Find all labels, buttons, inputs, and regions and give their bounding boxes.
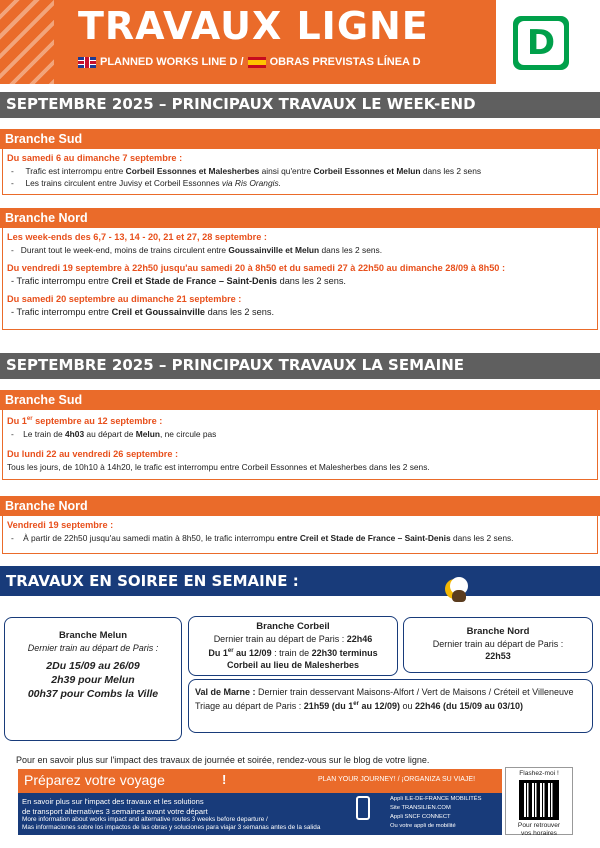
melun-subtitle: Dernier train au départ de Paris : <box>27 643 159 653</box>
weekend-nord-date-3: Du samedi 20 septembre au dimanche 21 septembre : <box>7 294 242 304</box>
evening-section-title: TRAVAUX EN SOIREE EN SEMAINE : <box>0 566 600 596</box>
subtitle-en: PLANNED WORKS LINE D / <box>100 56 244 68</box>
corbeil-subtitle: Dernier train au départ de Paris : 22h46 <box>213 634 373 644</box>
week-sud-line-2: Tous les jours, de 10h10 à 14h20, le trafic est interrompu entre Corbeil Essonnes et Malesherbes dans les 2 sens. <box>7 462 430 473</box>
evening-corbeil-box <box>188 616 398 676</box>
footer-apps-list <box>390 795 481 831</box>
header <box>0 0 600 88</box>
corbeil-title: Branche Corbeil <box>256 621 330 632</box>
corbeil-line-3: Corbeil au lieu de Malesherbes <box>226 660 360 670</box>
footer-es: Mas informaciones sobre los impactos de las obras y soluciones para viajar 3 semanas antes de la salida <box>22 824 321 831</box>
melun-value-1: 2Du 15/09 au 26/09 <box>46 660 140 672</box>
week-sud-line-1: - Le train de 4h03 au départ de Melun, ne circule pas <box>11 429 217 440</box>
qr-caption-2: vos horaires <box>521 830 557 837</box>
app-other: Ou votre appli de mobilité <box>390 823 456 829</box>
footer-en: More information about works impact and alternative routes 3 weeks before departure / <box>22 816 268 823</box>
exclamation-mark: ! <box>222 772 227 787</box>
line-d-letter: D <box>526 23 556 63</box>
weekend-nord-box <box>2 228 598 330</box>
week-sud-date-1: Du 1er septembre au 12 septembre : <box>7 416 163 427</box>
evening-valdemarne-box: Val de Marne : Dernier train desservant Maisons-Alfort / Vert de Maisons / Créteil et Villeneuve Triage au départ de Paris : 21h59 (du 1er au 12/09) ou 22h46 (du 15/09 au 03/10) <box>188 679 593 733</box>
nord-title: Branche Nord <box>466 626 530 637</box>
week-sud-box <box>2 410 598 480</box>
weekend-sud-box <box>2 149 598 195</box>
weekend-section-title: SEPTEMBRE 2025 – PRINCIPAUX TRAVAUX LE WEEK-END <box>0 92 600 118</box>
footer-banner <box>18 769 502 793</box>
melun-value-3: 00h37 pour Combs la Ville <box>27 688 159 700</box>
weekend-sud-line-2: - Les trains circulent entre Juvisy et Corbeil Essonnes via Ris Orangis. <box>11 178 281 188</box>
melun-title: Branche Melun <box>58 630 128 641</box>
evening-nord-box <box>403 617 593 673</box>
weekend-nord-date-1: Les week-ends des 6,7 - 13, 14 - 20, 21 et 27, 28 septembre : <box>7 232 267 242</box>
prepare-trip-title: Préparez votre voyage <box>24 772 165 788</box>
weekend-nord-line-1: - Durant tout le week-end, moins de trains circulent entre Goussainville et Melun dans les 2 sens. <box>11 245 383 255</box>
footer-fr-1: En savoir plus sur l'impact des travaux et les solutions <box>22 797 204 806</box>
week-nord-line-1: - À partir de 22h50 jusqu'au samedi matin à 8h50, le trafic interrompu entre Creil et Stade de France – Saint-Denis dans les 2 sens. <box>11 533 514 543</box>
qr-caption-top: Flashez-moi ! <box>519 770 559 777</box>
header-subtitle <box>78 56 421 68</box>
weekend-nord-heading: Branche Nord <box>0 208 600 228</box>
qr-panel[interactable] <box>505 767 573 835</box>
site-transilien[interactable]: Site TRANSILIEN.COM <box>390 805 451 811</box>
qr-code-icon[interactable] <box>519 780 559 820</box>
weekend-nord-line-2: - Trafic interrompu entre Creil et Stade de France – Saint-Denis dans les 2 sens. <box>11 276 346 286</box>
weekend-sud-line-1: - Trafic est interrompu entre Corbeil Essonnes et Malesherbes ainsi qu'entre Corbeil Essonnes et Melun dans les 2 sens <box>11 166 482 176</box>
evening-melun-box <box>4 617 182 741</box>
corbeil-line-2: Du 1er au 12/09 : train de 22h30 terminus <box>208 648 378 658</box>
footer-fr-2: de transport alternatives 3 semaines avant votre départ <box>22 806 208 816</box>
week-nord-heading: Branche Nord <box>0 496 600 516</box>
page-title: TRAVAUX LIGNE <box>78 4 429 48</box>
smartphone-icon <box>356 796 370 820</box>
uk-flag-icon <box>78 57 96 68</box>
weekend-nord-date-2: Du vendredi 19 septembre à 22h50 jusqu'au samedi 20 à 8h50 et du samedi 27 à 22h50 au dimanche 28/09 à 8h50 : <box>7 263 506 273</box>
nord-time: 22h53 <box>485 651 511 661</box>
plan-journey-text: PLAN YOUR JOURNEY! / ¡ORGANIZA SU VIAJE! <box>318 776 476 783</box>
footer-info: Pour en savoir plus sur l'impact des travaux de journée et soirée, rendez-vous sur le blog de votre ligne. <box>16 755 430 765</box>
melun-value-2: 2h39 pour Melun <box>51 674 135 686</box>
app-sncf-connect[interactable]: Appli SNCF CONNECT <box>390 814 451 820</box>
subtitle-es: OBRAS PREVISTAS LÍNEA D <box>269 56 421 68</box>
nord-subtitle: Dernier train au départ de Paris : <box>432 639 564 649</box>
line-d-badge <box>513 16 569 70</box>
week-sud-date-2: Du lundi 22 au vendredi 26 septembre : <box>7 449 179 460</box>
weekend-sud-date: Du samedi 6 au dimanche 7 septembre : <box>7 153 183 163</box>
weekend-nord-line-3: - Trafic interrompu entre Creil et Goussainville dans les 2 sens. <box>11 307 274 317</box>
week-section-title: SEPTEMBRE 2025 – PRINCIPAUX TRAVAUX LA SEMAINE <box>0 353 600 379</box>
app-idfm[interactable]: Appli ILE-DE-FRANCE MOBILITÉS <box>390 796 482 802</box>
qr-caption-1: Pour retrouver <box>517 822 561 829</box>
weekend-sud-heading: Branche Sud <box>0 129 600 149</box>
week-sud-heading: Branche Sud <box>0 390 600 410</box>
week-nord-date: Vendredi 19 septembre : <box>7 520 114 530</box>
owl-icon <box>452 590 466 602</box>
week-nord-box <box>2 516 598 554</box>
spain-flag-icon <box>248 57 266 68</box>
